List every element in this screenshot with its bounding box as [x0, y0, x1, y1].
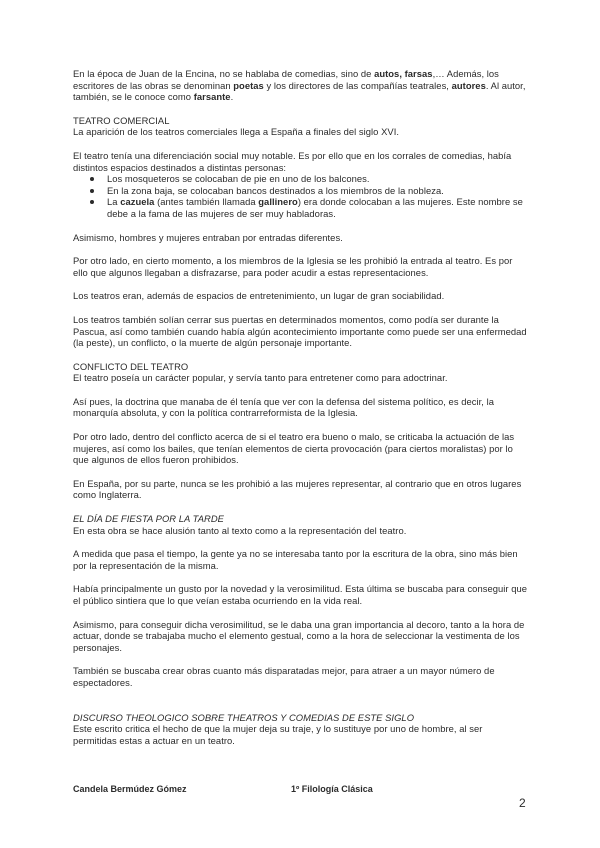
intro-bold-farsante: farsante: [193, 91, 231, 103]
footer-author: Candela Bermúdez Gómez: [73, 784, 187, 794]
intro-bold-poetas: poetas: [233, 79, 264, 91]
paragraph: Había principalmente un gusto por la novedad y la verosimilitud. Esta última se buscaba para conseguir que el público sintiera que lo que veían estaba ocurriendo en la vida real.: [73, 583, 527, 606]
intro-text-5: .: [230, 91, 234, 103]
paragraph: Este escrito critica el hecho de que la mujer deja su traje, y lo sustituye por uno de hombre, al ser permitidas estas a actuar en un teatro.: [73, 723, 483, 746]
bullet-item: En la zona baja, se colocaban bancos destinados a los miembros de la nobleza.: [107, 185, 527, 197]
paragraph: Los teatros también solían cerrar sus puertas en determinados momentos, como podía ser durante la Pascua, así como también cuando había algún acontecimiento importante como puede ser una enfermedad (la peste), un conflicto, o la muerte de algún personaje importante.: [73, 313, 527, 349]
document-body: [73, 68, 527, 758]
bullet-text: ) era donde colocaban a las mujeres. Este nombre se debe a la fama de las mujeres de ser muy habladoras.: [107, 196, 523, 219]
bullet-bold-gallinero: gallinero: [258, 196, 298, 208]
paragraph: La aparición de los teatros comerciales llega a España a finales del siglo XVI.: [73, 126, 400, 138]
paragraph: El teatro tenía una diferenciación social muy notable. Es por ello que en los corrales de comedias, había distintos espacios destinados a distintas personas:: [73, 149, 512, 173]
intro-paragraph: [73, 68, 527, 103]
paragraph: También se buscaba crear obras cuanto más disparatadas mejor, para atraer a un mayor número de espectadores.: [73, 665, 495, 688]
intro-text-3: y los directores de las compañías teatrales,: [263, 79, 452, 91]
section-heading-conflicto: CONFLICTO DEL TEATRO: [73, 360, 189, 372]
section-heading-teatro-comercial: TEATRO COMERCIAL: [73, 114, 170, 126]
bullet-item: [107, 196, 527, 219]
section-heading-dia-fiesta: EL DÍA DE FIESTA POR LA TARDE: [73, 513, 224, 525]
footer-course: 1º Filología Clásica: [291, 784, 373, 794]
paragraph: Por otro lado, dentro del conflicto acerca de si el teatro era bueno o malo, se criticaba la actuación de las mujeres, así como los bailes, que tenían elementos de cierta provocación (para ciertos moralistas) por lo que algunos de ellos fueron prohibidos.: [73, 431, 515, 466]
intro-bold-autores: autores: [451, 79, 486, 91]
intro-text-4: . Al autor, también, se le conoce como: [73, 79, 526, 103]
paragraph: Asimismo, para conseguir dicha verosimilitud, se le daba una gran importancia al decoro, tanto a la hora de actuar, donde se trabajaba mucho el elemento gestual, como a la hora de seleccionar la vestimenta de los personajes.: [73, 618, 525, 653]
paragraph: Así pues, la doctrina que manaba de él tenía que ver con la defensa del sistema político, es decir, la monarquía absoluta, y con la política contrarreformista de la Iglesia.: [73, 395, 494, 419]
paragraph: Los teatros eran, además de espacios de entretenimiento, un lugar de gran sociabilidad.: [73, 290, 445, 302]
paragraph: En España, por su parte, nunca se les prohibió a las mujeres representar, al contrario que en otros lugares como Inglaterra.: [73, 477, 522, 501]
intro-bold-autos: autos, farsas: [374, 68, 433, 79]
bullet-text: (antes también llamada: [154, 196, 259, 208]
bullet-list: [73, 173, 527, 219]
bullet-text: La: [107, 196, 121, 208]
section-heading-discurso: DISCURSO THEOLOGICO SOBRE THEATROS Y COMEDIAS DE ESTE SIGLO: [73, 711, 415, 723]
paragraph: Asimismo, hombres y mujeres entraban por entradas diferentes.: [73, 231, 343, 243]
paragraph: Por otro lado, en cierto momento, a los miembros de la Iglesia se les prohibió la entrada al teatro. Es por ello que algunos llegaban a disfrazarse, para poder acudir a estas representaciones.: [73, 255, 513, 278]
intro-text-2: ,… Además, los escritores de las obras se denominan: [73, 68, 499, 91]
paragraph: En esta obra se hace alusión tanto al texto como a la representación del teatro.: [73, 524, 407, 536]
bullet-bold-cazuela: cazuela: [120, 196, 155, 208]
page-number: 2: [519, 796, 526, 810]
paragraph: A medida que pasa el tiempo, la gente ya no se interesaba tanto por la escritura de la obra, sino más bien por la representación de la misma.: [73, 548, 518, 571]
intro-text-1: En la época de Juan de la Encina, no se hablaba de comedias, sino de: [73, 68, 375, 79]
bullet-item: Los mosqueteros se colocaban de pie en uno de los balcones.: [107, 173, 527, 185]
paragraph: El teatro poseía un carácter popular, y servía tanto para entretener como para adoctrinar.: [73, 372, 448, 384]
